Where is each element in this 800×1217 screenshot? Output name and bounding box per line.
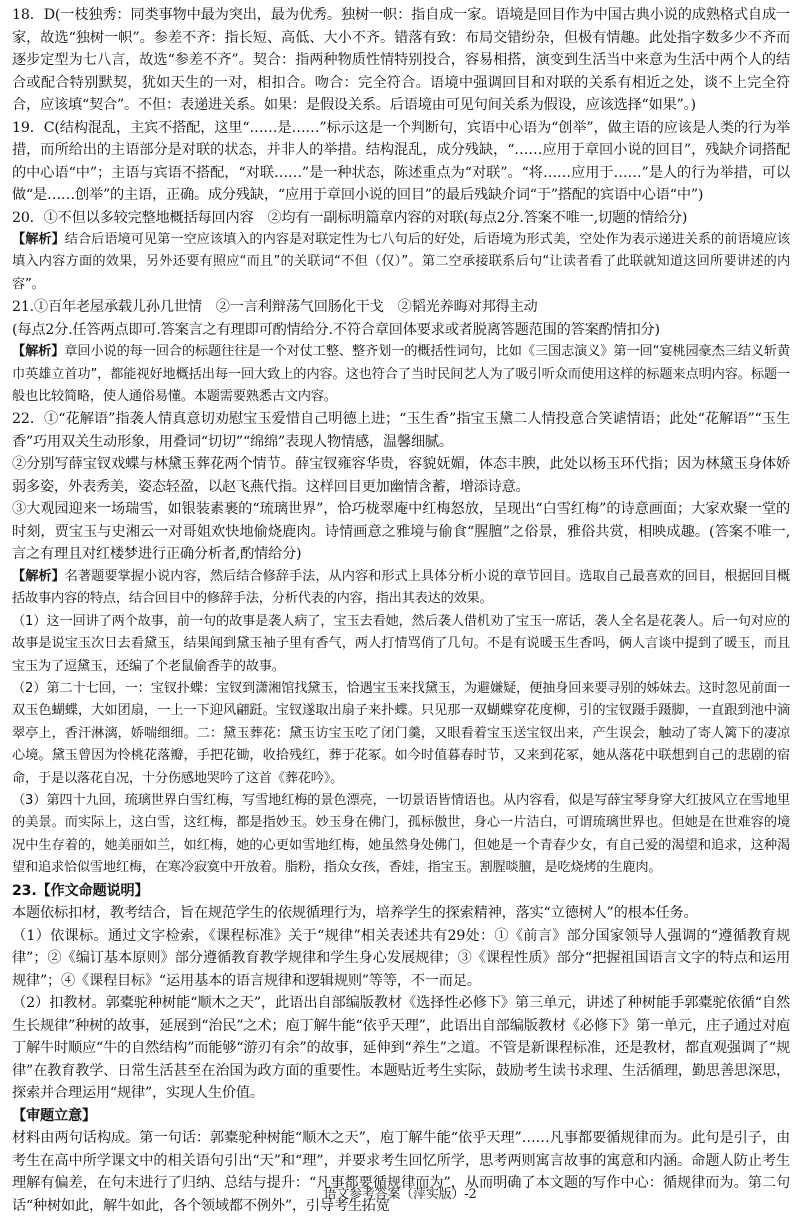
analysis-20 [12,229,790,296]
analysis-21-text: 章回小说的每一回合的标题往往是一个对仗工整、整齐划一的概括性词句，比如《三国志演义》第一回“宴桃园豪杰三结义斩黄巾英雄立首功”，都能视好地概括出每一回大致上的内容。这也符合了当时民间艺人为了吸引听众而使用这样的标题来点明内容。标题一般也比较简略，使人通俗易懂。本题需要熟悉古文内容。 [12,344,790,405]
answer-22-3: ③大观园迎来一场瑞雪，如银装素裹的“琉璃世界”，恰巧栊翠庵中红梅怒放，呈现出“白雪红梅”的诗意画面；大家欢聚一堂的时刻，贾宝玉与史湘云一对哥姐欢快地偷烧鹿肉。诗情画意之雅境与偷食“腥膻”之俗景，雅俗共赏，相映成趣。(答案不唯一,言之有理且对红楼梦进行正确分析者,酌情给分) [12,501,790,563]
analysis-22-item-1: （1）这一回讲了两个故事，前一句的故事是袭人病了，宝玉去看她，然后袭人借机劝了宝玉一席话，袭人全名是花袭人。后一句对应的故事是说宝玉次日去看黛玉，结果闻到黛玉袖子里有香气，两人打情骂俏了几句。不是有说暖玉生香吗，俩人言谈中提到了暖玉，而且宝玉为了逗黛玉，还编了个老鼠偷香芋的故事。 [12,613,790,674]
analysis-22-item-2: （2）第二十七回，一：宝钗扑蝶：宝钗到潇湘馆找黛玉，恰遇宝玉来找黛玉，为避嫌疑，便抽身回来要寻别的姊妹去。这时忽见前面一双玉色蝴蝶，大如团扇，一上一下迎风翩跹。宝钗遂取出扇子来扑蝶。只见那一双蝴蝶穿花度柳，引的宝钗蹑手蹑脚，一直跟到池中滴翠亭上，香汗淋漓，娇喘细细。二：黛玉葬花：黛玉访宝玉吃了闭门羹，又眼看着宝玉送宝钗出来，产生误会，触动了寄人篱下的凄凉心境。黛玉曾因为怜桃花落瓣，手把花锄，收拾残红，葬于花冢。如今时值暮春时节，又来到花冢，她从落花中联想到自己的悲剧的宿命，于是以落花自况，十分伤感地哭吟了这首《葬花吟》。 [12,680,790,786]
analysis-22-item-3: （3）第四十九回，琉璃世界白雪红梅，写雪地红梅的景色漂亮，一切景语皆情语也。从内容看，似是写薛宝琴身穿大红披风立在雪地里的美景。而实际上，这白雪，这红梅，都是指妙玉。妙玉身在佛门，孤标傲世，身心一片洁白，可谓琉璃世界也。但她是在世难容的境况中生存着的，她美丽如兰，如红梅，她的心更如雪地红梅，她虽然身处佛门，但她是一个青春少女，有自己爱的渴望和追求，这种渴望和追求恰似雪地红梅，在寒冷寂寞中开放着。脂粉，指众女孩，香娃，指宝玉。割腥啖膻，是吃烧烤的生鹿肉。 [12,793,790,876]
theme-text: 材料由两句话构成。第一句话：郭橐驼种树能“顺木之天”，庖丁解牛能“依乎天理”……凡事都要循规律而为。此句是引子，由考生在高中所学课文中的相关语句引出“天”和“理”，并要求考生回忆所学，思考两则寓言故事的寓意和内涵。命题人防止考生理解有偏差，在句末进行了归纳、总结与提升：“凡事都要循规律而为”，从而明确了本文题的写作中心：循规律而为。第二句话“种树如此，解牛如此，各个领域都不例外”，引导考生拓宽 [12,1130,790,1214]
answer-18: 18．D(一枝独秀：同类事物中最为突出，最为优秀。独树一帜：指自成一家。语境是回目作为中国古典小说的成熟格式自成一家，故选“独树一帜”。参差不齐：指长短、高低、大小不齐。错落有致：布局交错纷杂，但极有情趣。此处指字数多少不齐而逐步定型为七八言，故选“参差不齐”。契合：指两种物质性情特别投合，容易相搭，演变到生活当中来意为生活中两个人的结合或配合特别默契，犹如天生的一对，相扣合。吻合：完全符合。语境中强调回目和对联的关系有相近之处，谈不上完全符合，应该填“契合”。不但：表递进关系。如果：是假设关系。后语境由可见句间关系为假设，应该选择“如果”。) [12,7,790,113]
analysis-label: 【解析】 [12,568,65,584]
analysis-label: 【解析】 [12,232,65,247]
essay-heading: 23.【作文命题说明】 [12,882,149,899]
page-footer: 语文参考答案（萍实版）-2 [323,1187,477,1202]
essay-textbook: （2）扣教材。郭橐驼种树能“顺木之天”，此语出自部编版教材《选择性必修下》第三单元，讲述了种树能手郭橐驼依循“自然生长规律”种树的故事，延展到“治民”之术；庖丁解牛能“依乎天理”，此语出自部编版教材《必修下》第一单元，庄子通过对庖丁解牛时顺应“牛的自然结构”而能够“游刃有余”的故事，延伸到“养生”之道。不管是新课程标准，还是教材，都直观强调了“规律”在教育教学、日常生活甚至在治国为政方面的重要性。本题贴近考生实际，鼓励考生读书求理、生活循理，勤思善思深思，探索并合理运用“规律”，实现人生价值。 [12,995,790,1102]
answer-19: 19．C(结构混乱，主宾不搭配，这里“……是……”标示这是一个判断句，宾语中心语为“创举”，做主语的应该是人类的行为举措，而所给出的主语部分是对联的状态，并非人的举措。结构混乱，成分残缺，“……应用于章回小说的回目”，残缺介词搭配的中心语“中”；主语与宾语不搭配，“对联……”是一种状态，陈述重点为“对联”。“将……应用于……”是人的行为举措，可以做“是……创举”的主语，正确。成分残缺，“应用于章回小说的回目”的最后残缺介词“于”搭配的宾语中心语“中”) [12,119,790,203]
analysis-21 [12,341,790,408]
answer-21: 21.①百年老屋承载儿孙几世情 ②一言利辩荡气回肠化干戈 ②韬光养晦对邦得主动 [12,299,538,316]
analysis-label: 【解析】 [12,344,65,360]
answer-20: 20．①不但以多较完整地概括每回内容 ②均有一副标明篇章内容的对联(每点2分.答案不唯一,切题的情给分) [12,209,688,226]
essay-curriculum: （1）依课标。通过文字检索，《课程标准》关于“规律”相关表述共有29处：①《前言》部分国家领导人强调的“遵循教育规律”；②《编订基本原则》部分遵循教育教学规律和学生身心发展规律；③《课程性质》部分“把握祖国语言文字的特点和运用规律”；④《课程目标》“运用基本的语言规律和逻辑规则”等等，不一而足。 [12,927,790,989]
answer-22-1: 22．①“花解语”指袭人情真意切劝慰宝玉爱惜自己明德上进；“玉生香”指宝玉黛二人情投意合笑谑情语；此处“花解语”“玉生香”巧用双关生动形象，用叠词“切切”“绵绵”表现人物情感，温馨细腻。 [12,411,790,450]
analysis-20-text: 结合后语境可见第一空应该填入的内容是对联定性为七八句后的好处，后语境为形式美，空处作为表示递进关系的前语境应该填入内容方面的效果，另外还要有照应“而且”的关联词“不但（仅）”。第二空承接联系后句“让读者看了此联就知道这回所要讲述的内容”。 [12,232,790,292]
analysis-22 [12,566,790,611]
essay-intro: 本题依标扣材，教考结合，旨在规范学生的依规循理行为，培养学生的探索精神，落实“立德树人”的根本任务。 [12,905,698,922]
analysis-22-text: 名著题要掌握小说内容，然后结合修辞手法，从内容和形式上具体分析小说的章节回目。选取自己最喜欢的回目，根据回目概括故事内容的特点，结合回目中的修辞手法，分析代表的内容，指出其表达的效果。 [12,568,790,607]
answer-21-score: (每点2分.任答两点即可.答案言之有理即可酌情给分.不符合章回体要求或者脱离答题范围的答案酌情扣分) [12,321,660,338]
answer-22-2: ②分别写薛宝钗戏蝶与林黛玉葬花两个情节。薛宝钗雍容华贵，容貌妩媚，体态丰腴，此处以杨玉环代指；因为林黛玉身体娇弱多姿，外表秀美，姿态轻盈，以赵飞燕代指。这样回目更加幽情含蓄，增添诗意。 [12,456,790,495]
theme-heading: 【审题立意】 [12,1107,96,1124]
